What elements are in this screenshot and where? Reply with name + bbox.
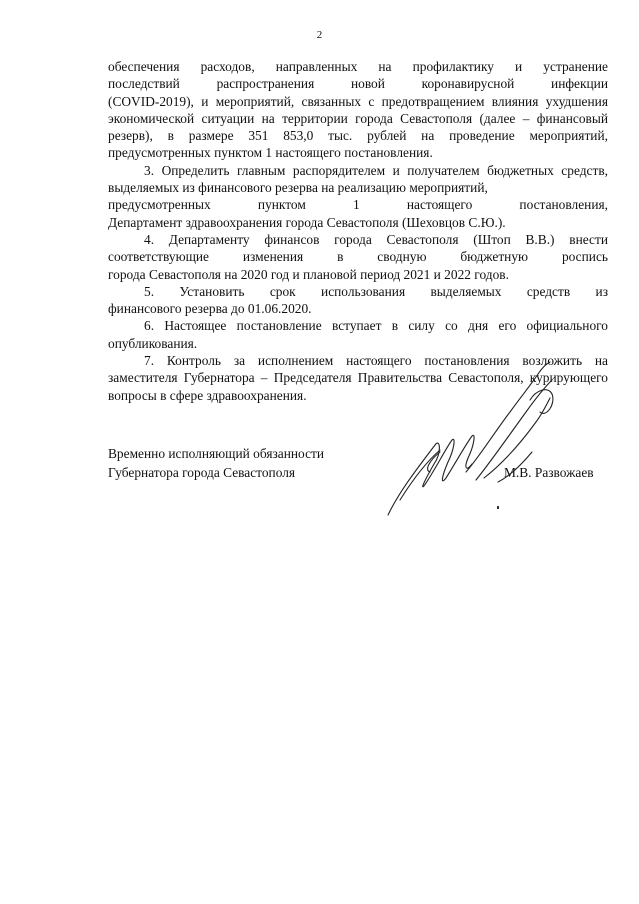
- paragraph-continued: [108, 58, 608, 162]
- page-number: 2: [316, 29, 323, 41]
- paragraph-3: [108, 162, 608, 197]
- signatory-position: Временно исполняющий обязанности: [108, 446, 325, 461]
- paragraph-text: Департамент здравоохранения города Севастополя (Шеховцов С.Ю.).: [108, 214, 506, 230]
- paragraph-text: 3. Определить главным распорядителем и получателем бюджетных средств, выделяемых из финансового резерва на реализацию мероприятий,: [108, 162, 608, 196]
- ink-mark: [497, 506, 499, 509]
- signatory-position: Губернатора города Севастополя: [108, 465, 296, 480]
- paragraph-text: (COVID-2019), и мероприятий, связанных с предотвращением влияния ухудшения экономической ситуации на территории города Севастополя (далее – финансовый резерв), в размере 351 853,0 тыс. рублей на проведение мероприятий, предусмотренных пунктом 1 настоящего постановления.: [108, 93, 608, 161]
- paragraph-line: предусмотренных пунктом 1 настоящего постановления,: [108, 197, 608, 213]
- paragraph-5-end: [108, 300, 608, 317]
- paragraph-4-end: [108, 266, 608, 283]
- signatory-name: М.В. Развожаев: [504, 465, 594, 480]
- paragraph-line: 4. Департаменту финансов города Севастополя (Штоп В.В.) внести: [144, 231, 608, 247]
- paragraph-text: финансового резерва до 01.06.2020.: [108, 301, 312, 317]
- paragraph-6: 6. Настоящее постановление вступает в силу со дня его официального опубликования.: [108, 318, 608, 351]
- document-body: [108, 58, 608, 404]
- paragraph-4: [108, 231, 608, 248]
- paragraph-line: 5. Установить срок использования выделяемых средств из: [144, 283, 608, 299]
- paragraph-line: последствий распространения новой коронавирусной инфекции: [108, 76, 608, 92]
- paragraph-3-end: [108, 214, 608, 231]
- paragraph-5: [108, 283, 608, 300]
- paragraph-7: 7. Контроль за исполнением настоящего постановления возложить на заместителя Губернатора – Председателя Правительства Севастополя, курирующего вопросы в сфере здравоохранения.: [108, 353, 608, 403]
- paragraph-line: соответствующие изменения в сводную бюджетную роспись: [108, 249, 608, 265]
- paragraph-line: обеспечения расходов, направленных на профилактику и устранение: [108, 59, 608, 74]
- paragraph-text: города Севастополя на 2020 год и плановой период 2021 и 2022 годов.: [108, 266, 509, 282]
- handwritten-signature: [380, 360, 580, 525]
